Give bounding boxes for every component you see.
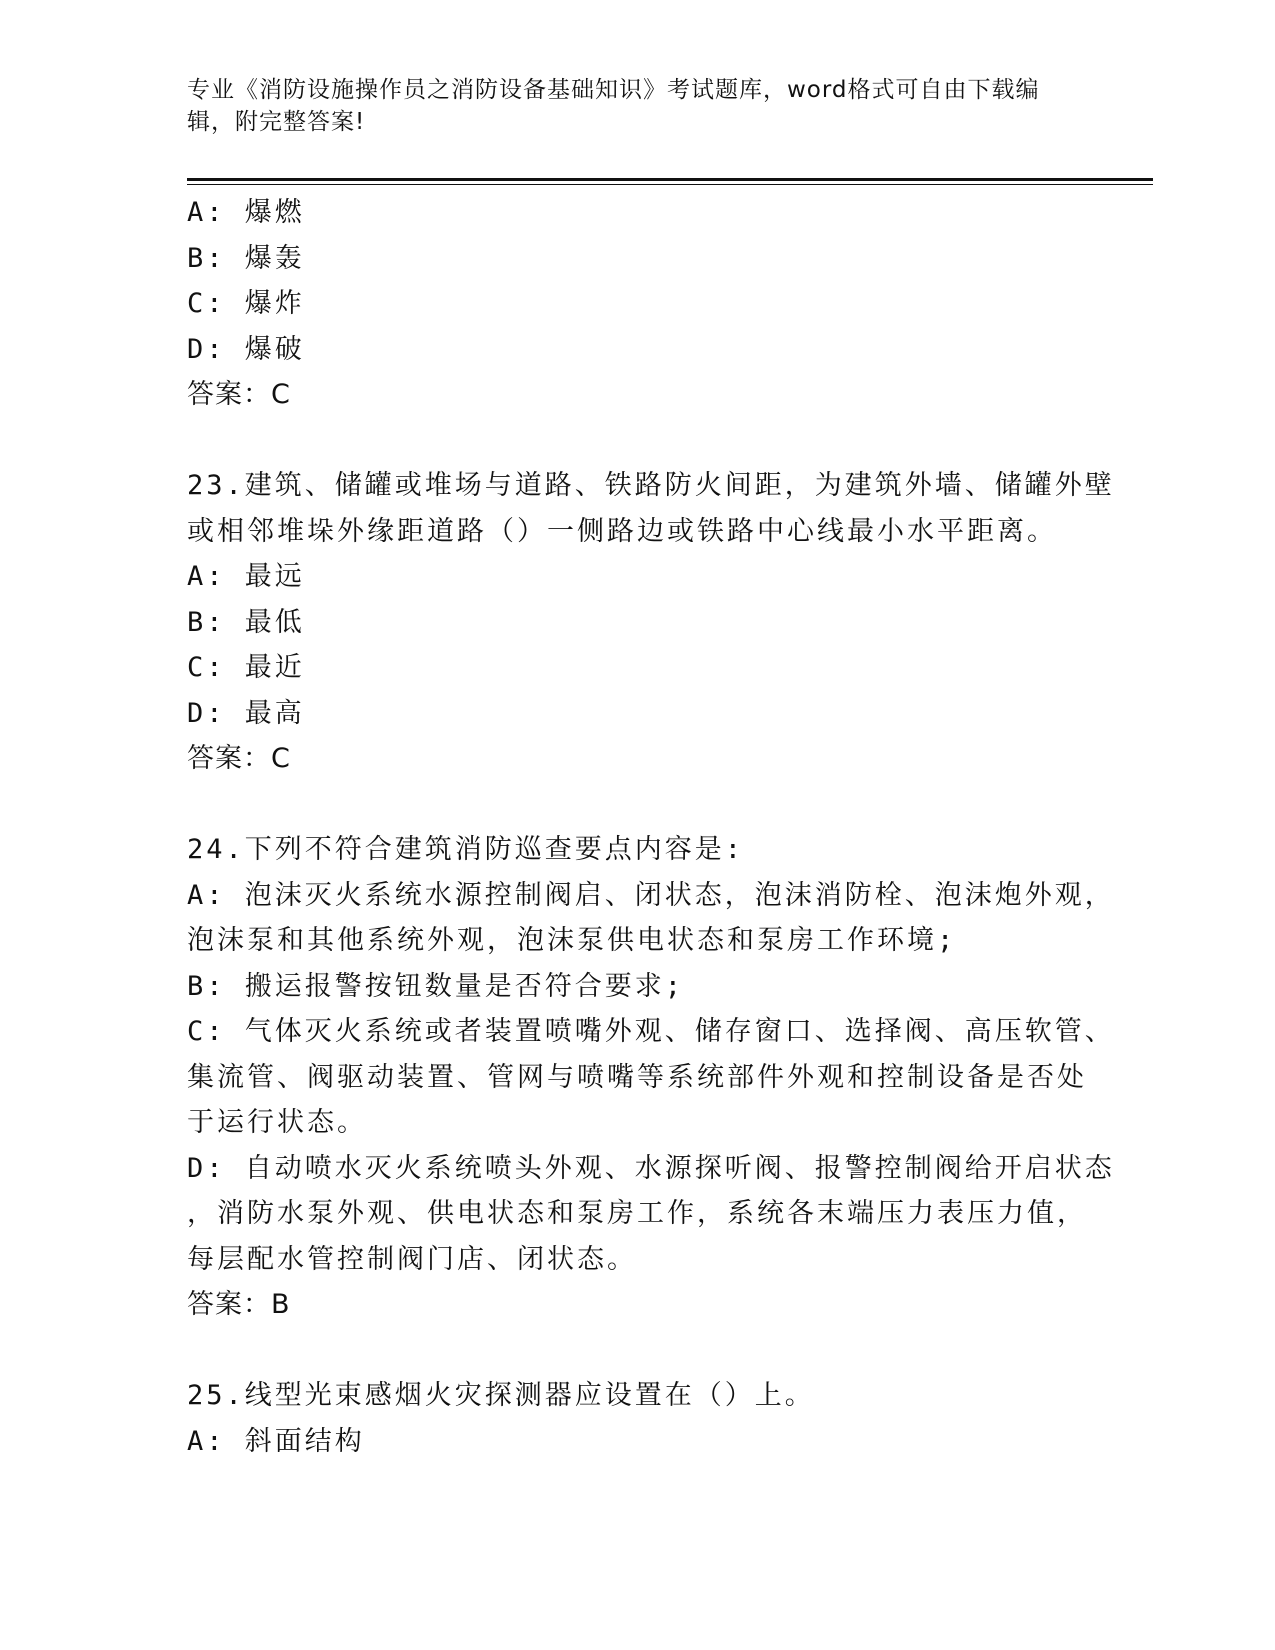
option-d-line-2: ，消防水泵外观、供电状态和泵房工作，系统各末端压力表压力值， [187, 1198, 1087, 1229]
question-stem-line-2: 或相邻堆垛外缘距道路（）一侧路边或铁路中心线最小水平距离。 [187, 515, 1057, 547]
answer-line: 答案：B [187, 1289, 291, 1320]
option-b: B: 爆轰 [187, 242, 305, 274]
option-a: A: 爆燃 [187, 197, 305, 228]
header-divider-thin [187, 184, 1153, 185]
option-d-line-1: D: 自动喷水灭火系统喷头外观、水源探听阀、报警控制阀给开启状态 [187, 1152, 1115, 1184]
option-a: A: 斜面结构 [187, 1425, 365, 1457]
question-23 [187, 463, 1115, 782]
question-stem: 25.线型光束感烟火灾探测器应设置在（）上。 [187, 1380, 815, 1411]
question-25 [187, 1373, 1077, 1464]
header-divider-thick [187, 178, 1153, 181]
header-title-line-1: 专业《消防设施操作员之消防设备基础知识》考试题库，word格式可自由下载编 [187, 77, 1040, 103]
spacer [187, 1328, 1077, 1374]
option-c: C: 最近 [187, 652, 305, 683]
document-header [187, 74, 1077, 138]
question-stem: 24.下列不符合建筑消防巡查要点内容是: [187, 834, 745, 865]
question-list [187, 190, 1115, 1464]
answer-line: 答案：C [187, 379, 291, 410]
option-d: D: 最高 [187, 697, 305, 729]
option-d: D: 爆破 [187, 333, 305, 365]
header-title-line-2: 辑，附完整答案! [187, 109, 366, 135]
option-b: B: 最低 [187, 606, 305, 638]
option-b: B: 搬运报警按钮数量是否符合要求; [187, 970, 685, 1002]
option-c-line-3: 于运行状态。 [187, 1107, 367, 1138]
option-a-line-1: A: 泡沫灭火系统水源控制阀启、闭状态，泡沫消防栓、泡沫炮外观， [187, 879, 1115, 911]
spacer [187, 782, 1077, 828]
spacer [187, 418, 1077, 464]
option-a-line-2: 泡沫泵和其他系统外观，泡沫泵供电状态和泵房工作环境; [187, 925, 957, 956]
option-c-line-1: C: 气体灭火系统或者装置喷嘴外观、储存窗口、选择阀、高压软管、 [187, 1016, 1115, 1047]
answer-line: 答案：C [187, 743, 291, 774]
question-24 [187, 827, 1115, 1328]
option-c: C: 爆炸 [187, 288, 305, 319]
option-a: A: 最远 [187, 561, 305, 592]
option-c-line-2: 集流管、阀驱动装置、管网与喷嘴等系统部件外观和控制设备是否处 [187, 1061, 1087, 1093]
question-22 [187, 190, 1077, 418]
option-d-line-3: 每层配水管控制阀门店、闭状态。 [187, 1243, 637, 1275]
question-stem-line-1: 23.建筑、储罐或堆场与道路、铁路防火间距，为建筑外墙、储罐外壁 [187, 470, 1115, 501]
